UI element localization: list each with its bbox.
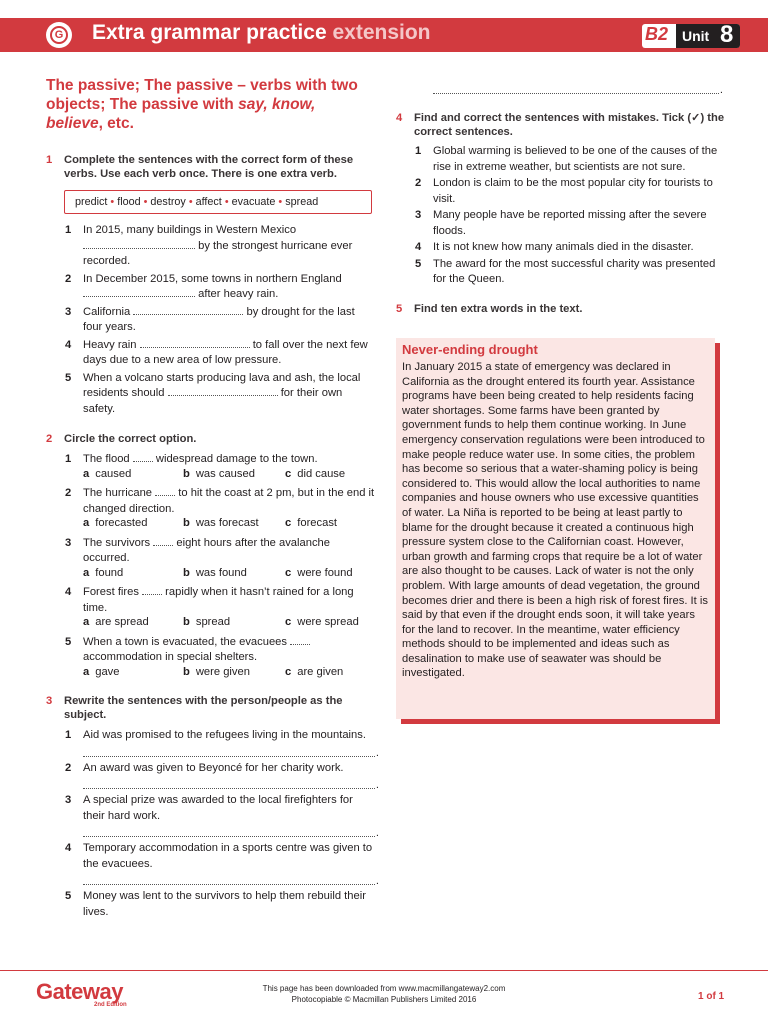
exercise-2-instruction: 2 Circle the correct option. [46, 433, 197, 445]
options-row [46, 616, 376, 632]
exercise-1-item: 2 In December 2015, some towns in northern England after heavy rain. [65, 272, 342, 300]
exercise-1-item: 4 Heavy rain to fall over the next few days due to a new area of low pressure. [65, 338, 368, 366]
edition-label: 2nd Edition [94, 1002, 127, 1008]
answer-blank[interactable] [142, 585, 162, 595]
left-column [46, 76, 376, 920]
answer-blank[interactable] [133, 452, 153, 462]
option-c[interactable]: c did cause [285, 467, 346, 480]
answer-blank[interactable] [83, 239, 195, 249]
exercise-2-item: 1 The flood widespread damage to the town. [65, 453, 318, 465]
exercise-4-item: 5 The award for the most successful charity was presented for the Queen. [415, 257, 716, 285]
option-a[interactable]: a caused [83, 467, 132, 480]
option-a[interactable]: a found [83, 566, 124, 579]
option-b[interactable]: b spread [183, 616, 231, 628]
download-notice: This page has been downloaded from www.macmillangateway2.com [262, 984, 506, 993]
unit-badge: B2 Unit 8 [642, 24, 740, 48]
option-c[interactable]: c forecast [285, 517, 338, 529]
gateway-brand-logo: Gateway [36, 979, 123, 1004]
exercise-2-item: 4 Forest fires rapidly when it hasn’t rained for a long time. [65, 586, 354, 614]
copyright-notice: Photocopiable © Macmillan Publishers Limited 2016 [291, 995, 477, 1004]
page-header [0, 18, 768, 52]
exercise-2-item: 3 The survivors eight hours after the avalanche occurred. [65, 536, 330, 564]
exercise-3-item: 4 Temporary accommodation in a sports centre was given to the evacuees. [65, 842, 373, 870]
option-b[interactable]: b was found [183, 566, 247, 579]
exercise-3-item: 3 A special prize was awarded to the local firefighters for their hard work. [65, 794, 353, 822]
option-b[interactable]: b was forecast [183, 517, 259, 529]
exercise-1-item: 3 California by drought for the last four years. [65, 305, 355, 333]
answer-blank[interactable] [290, 635, 310, 645]
option-b[interactable]: b was caused [183, 467, 255, 480]
section-title: The passive; The passive – verbs with two objects; The passive with say, know, believe, etc. [46, 77, 358, 132]
word: flood [117, 196, 141, 208]
exercise-3-instruction: 3 Rewrite the sentences with the person/people as the subject. [46, 695, 343, 721]
answer-line[interactable] [83, 872, 375, 885]
reading-text-panel [396, 338, 715, 719]
exercise-5-instruction: 5 Find ten extra words in the text. [396, 302, 583, 315]
reading-title: Never-ending drought [402, 342, 538, 357]
option-c[interactable]: c are given [285, 665, 344, 678]
word: spread [285, 196, 319, 208]
exercise-4-item: 3 Many people have be reported missing after the severe floods. [415, 209, 707, 237]
answer-blank[interactable] [140, 338, 250, 348]
reading-text[interactable]: In January 2015 a state of emergency was declared in California as the drought entered its fourth year. Assistance programs have been being created to help residents facing water shortages. Some farms have been granted by government funds to help them continue working. In June emergency conservation regulations were been introduced to make people reduce water use. In some cities, the problem has become so serious that a water-shaming policy is being considered to. This would allow the local authorities to name companies and house owners who use excessive quantities of water. La Niña is reported to be being at least partly to blame for the drought because it created a continuous high pressure system close to the Californian coast. However, urban growth and farming crops that require be a lot of water are also thought to be causes. Lack of water is not the only problem. With large amounts of dead vegetation, the ground becomes drier and there is been a high risk of forest fires. It is said by that even if the drought ends soon, it will take years for the land to recover. In the meantime, water efficiency methods should to be implemented and ideas such as desalination to make use of seawater was should be investigated. [402, 361, 708, 680]
exercise-1-item: 1 In 2015, many buildings in Western Mexico by the strongest hurricane ever recorded. [65, 224, 353, 267]
option-c[interactable]: c were spread [285, 616, 359, 628]
options-row [46, 567, 376, 583]
answer-blank[interactable] [83, 287, 195, 297]
exercise-2-item: 2 The hurricane to hit the coast at 2 pm, but in the end it changed direction. [65, 487, 375, 515]
gateway-logo-icon: G [46, 22, 72, 48]
word-box: predict • flood • destroy • affect • evacuate • spread [64, 190, 372, 214]
answer-line[interactable] [83, 824, 375, 837]
answer-blank[interactable] [155, 486, 175, 496]
word: predict [75, 196, 108, 208]
page-title: Extra grammar practice extension [92, 21, 431, 44]
option-c[interactable]: c were found [285, 566, 353, 579]
reading-text-box [396, 338, 720, 724]
exercise-4-instruction: 4 Find and correct the sentences with mistakes. Tick (✓) the correct sentences. [396, 112, 725, 138]
exercise-4-item: 4 It is not knew how many animals died in the disaster. [415, 241, 694, 253]
option-a[interactable]: a gave [83, 665, 120, 678]
footer-divider [0, 970, 768, 971]
exercise-4-item: 1 Global warming is believed to be one of the causes of the rise in extreme weather, but scientists are not sure. [415, 145, 718, 173]
exercise-3-item: 2 An award was given to Beyoncé for her charity work. [65, 761, 344, 774]
page-number: 1 of 1 [698, 991, 725, 1002]
options-row [46, 468, 376, 484]
answer-line[interactable] [83, 776, 375, 789]
answer-blank[interactable] [153, 536, 173, 546]
exercise-1-instruction: 1 Complete the sentences with the correct form of these verbs. Use each verb once. There is one extra verb. [46, 154, 354, 180]
exercise-3-item: 1 Aid was promised to the refugees living in the mountains. [65, 729, 366, 741]
answer-blank[interactable] [133, 305, 243, 315]
exercise-3-item: 5 Money was lent to the survivors to help them rebuild their lives. [65, 890, 366, 918]
option-b[interactable]: b were given [183, 665, 250, 678]
option-a[interactable]: a forecasted [83, 517, 148, 529]
footer-text [0, 983, 768, 1005]
word: affect [195, 196, 222, 208]
exercise-1-item: 5 When a volcano starts producing lava and ash, the local residents should for their own safety. [65, 371, 361, 415]
right-column [396, 76, 726, 680]
answer-line[interactable] [433, 78, 719, 94]
options-row [46, 666, 376, 682]
option-a[interactable]: a are spread [83, 616, 149, 628]
answer-line[interactable] [83, 744, 375, 757]
answer-blank[interactable] [168, 386, 278, 396]
word: evacuate [231, 196, 276, 208]
exercise-2-item: 5 When a town is evacuated, the evacuees accommodation in special shelters. [46, 635, 376, 666]
exercise-4-item: 2 London is claim to be the most popular city for tourists to visit. [415, 177, 713, 205]
options-row [46, 517, 376, 533]
word: destroy [150, 196, 186, 208]
